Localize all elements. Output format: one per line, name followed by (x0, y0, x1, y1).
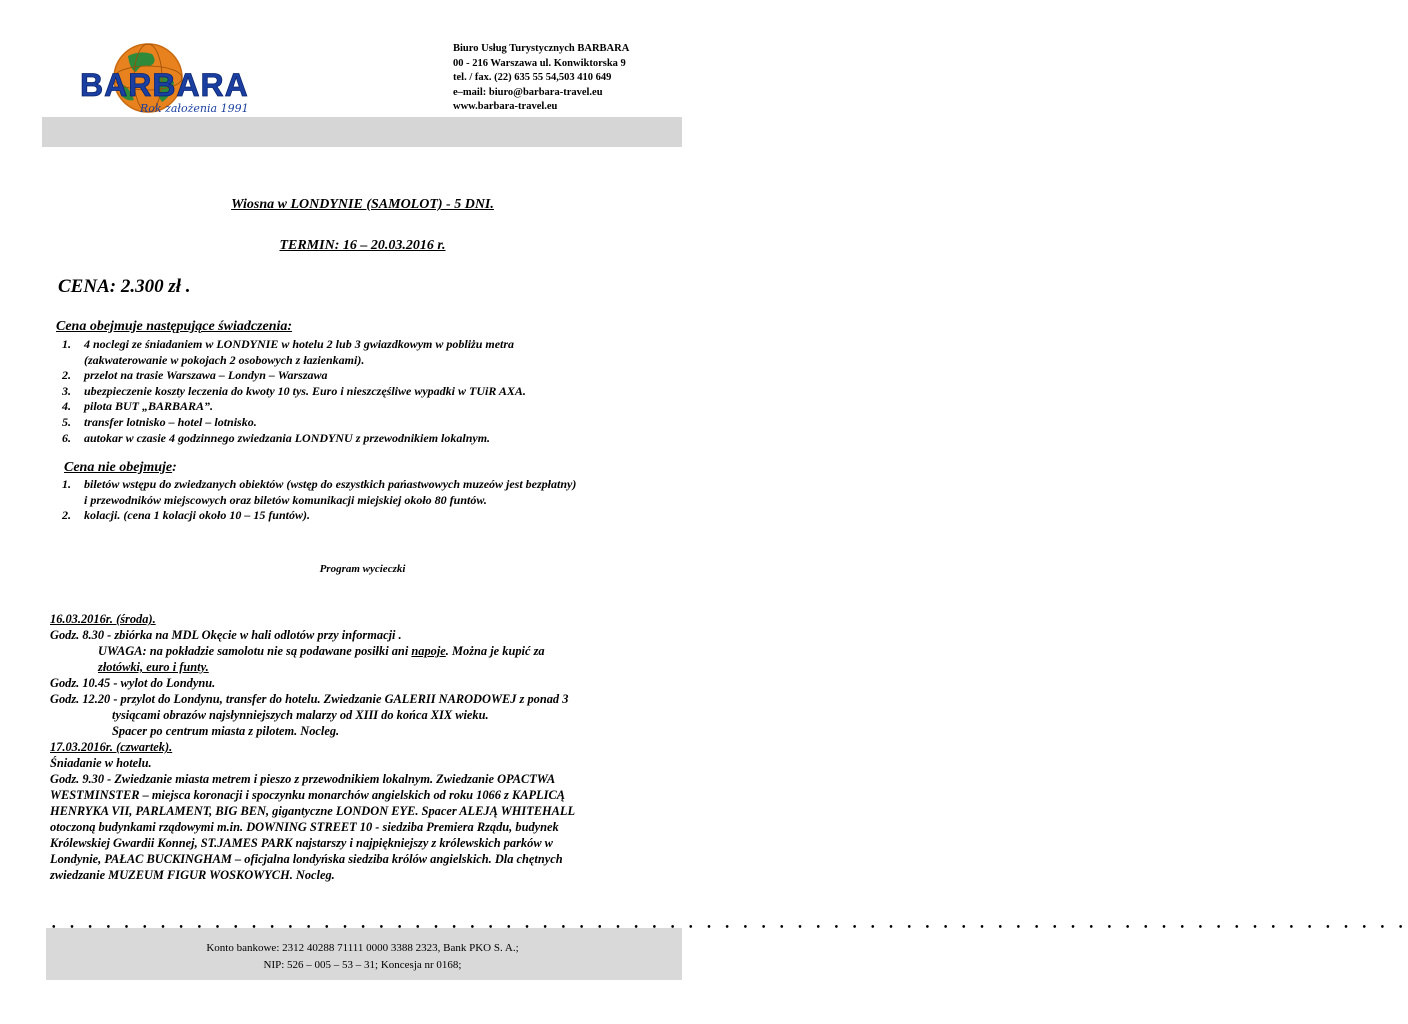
day-heading: 16.03.2016r. (środa). (50, 612, 156, 626)
program-section (50, 611, 575, 883)
program-line: HENRYKA VII, PARLAMENT, BIG BEN, gigantyczne LONDON EYE. Spacer ALEJĄ WHITEHALL (50, 804, 576, 818)
list-item: 1. biletów wstępu do zwiedzanych obiektów (wstęp do eszystkich pańastwowych muzeów jest bezpłatny) i przewodników miejscowych oraz biletów komunikacji miejskiej około 80 funtów. (62, 477, 577, 507)
logo-tagline: Rok założenia 1991 (140, 102, 249, 115)
list-item: 5. transfer lotnisko – hotel – lotnisko. (62, 414, 257, 429)
footer-bank-account: Konto bankowe: 2312 40288 71111 0000 3388 2323, Bank PKO S. A.; (206, 942, 519, 954)
program-line: Londynie, PAŁAC BUCKINGHAM – oficjalna londyńska siedziba królów angielskich. Dla chętnych (50, 852, 563, 866)
list-item: 6. autokar w czasie 4 godzinnego zwiedzania LONDYNU z przewodnikiem lokalnym. (62, 430, 491, 445)
contact-website[interactable]: www.barbara-travel.eu (453, 101, 558, 113)
not-included-heading: Cena nie obejmuje: (64, 460, 177, 475)
company-contact (453, 42, 629, 115)
program-line: Godz. 8.30 - zbiórka na MDL Okęcie w hali odlotów przy informacji . (50, 628, 402, 642)
program-line: Godz. 12.20 - przylot do Londynu, transfer do hotelu. Zwiedzanie GALERII NARODOWEJ z ponad 3 (50, 692, 569, 706)
footer-nip: NIP: 526 – 005 – 53 – 31; Koncesja nr 0168; (263, 959, 462, 971)
list-item: 4. pilota BUT „BARBARA”. (62, 399, 214, 414)
list-item: 3. ubezpieczenie koszty leczenia do kwoty 10 tys. Euro i nieszczęśliwe wypadki w TUiR AXA. (62, 383, 526, 398)
list-item: 2. kolacji. (cena 1 kolacji około 10 – 15 funtów). (62, 508, 310, 523)
contact-company: Biuro Usług Turystycznych BARBARA (453, 43, 630, 54)
header-band (42, 117, 682, 147)
program-line: zwiedzanie MUZEUM FIGUR WOSKOWYCH. Nocleg. (50, 868, 335, 882)
program-line: Śniadanie w hotelu. (50, 756, 152, 770)
included-list (62, 337, 526, 446)
trip-dates: TERMIN: 16 – 20.03.2016 r. (279, 238, 446, 253)
contact-email[interactable]: e–mail: biuro@barbara-travel.eu (453, 86, 603, 98)
program-line: Królewskiej Gwardii Konnej, ST.JAMES PARK najstarszy i najpiękniejszy z królewskich parków w (50, 836, 553, 850)
program-line: WESTMINSTER – miejsca koronacji i spoczynku monarchów angielskich od roku 1066 z KAPLICĄ (50, 788, 565, 802)
footer-text (0, 940, 725, 974)
list-item: 1. 4 noclegi ze śniadaniem w LONDYNIE w hotelu 2 lub 3 gwiazdkowym w pobliżu metra (zakwaterowanie w pokojach 2 osobowych z łazienkami). (62, 337, 515, 367)
program-line: otoczoną budynkami rządowymi m.in. DOWNING STREET 10 - siedziba Premiera Rządu, budynek (50, 820, 559, 834)
program-warning-cont: złotówki, euro i funty. (98, 660, 209, 674)
contact-address: 00 - 216 Warszawa ul. Konwiktorska 9 (453, 57, 626, 69)
program-line: Godz. 10.45 - wylot do Londynu. (50, 676, 216, 690)
trip-price: CENA: 2.300 zł . (58, 276, 191, 297)
program-title: Program wycieczki (319, 563, 406, 575)
trip-title: Wiosna w LONDYNIE (SAMOLOT) - 5 DNI. (231, 197, 494, 212)
program-line: Spacer po centrum miasta z pilotem. Nocleg. (112, 724, 340, 738)
program-warning: UWAGA: na pokładzie samolotu nie są podawane posiłki ani napoje. Można je kupić za (98, 644, 545, 658)
company-logo (78, 40, 278, 122)
included-heading: Cena obejmuje następujące świadczenia: (56, 319, 293, 334)
footer-dotted-divider: • • • • • • • • • • • • • • • • • • • • • • • • • • • • • • • • • • • • • • • • • • • • • • • • • • • • • • • • • • • • • • • • • • • • • • • • • • • (52, 922, 1408, 933)
not-included-list (62, 477, 576, 524)
contact-phone: tel. / fax. (22) 635 55 54,503 410 649 (453, 72, 612, 84)
list-item: 2. przelot na trasie Warszawa – Londyn – Warszawa (62, 368, 328, 383)
day-heading: 17.03.2016r. (czwartek). (50, 740, 173, 754)
program-line: tysiącami obrazów najsłynniejszych malarzy od XIII do końca XIX wieku. (112, 708, 489, 722)
logo-wordmark: BARBARA (80, 67, 249, 103)
program-line: Godz. 9.30 - Zwiedzanie miasta metrem i pieszo z przewodnikiem lokalnym. Zwiedzanie OPACTWA (50, 772, 556, 786)
